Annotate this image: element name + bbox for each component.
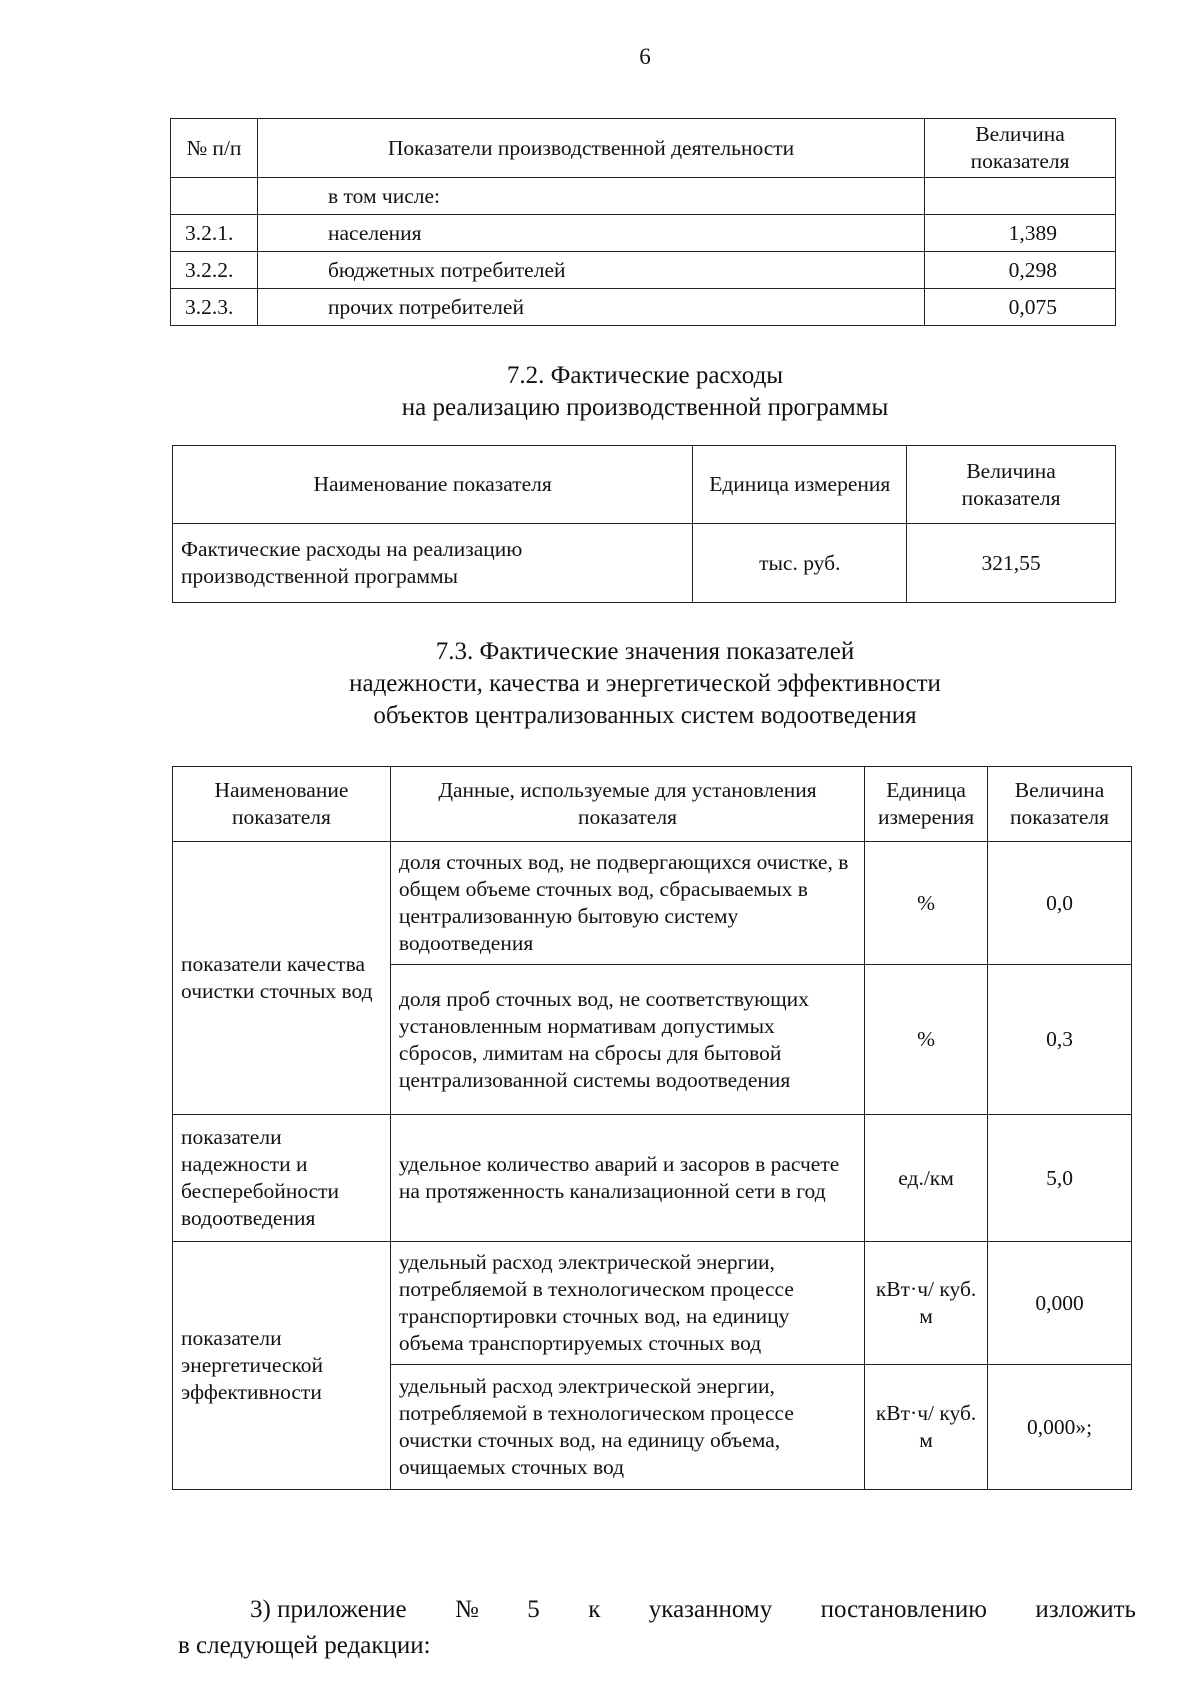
header-unit: Единица измерения bbox=[693, 446, 907, 524]
header-name: Наименование показателя bbox=[173, 446, 693, 524]
closing-word: изложить bbox=[1035, 1596, 1136, 1623]
row-value: 0,298 bbox=[925, 252, 1116, 289]
table-header-row bbox=[171, 119, 1116, 178]
table-row bbox=[171, 252, 1116, 289]
row-value: 0,3 bbox=[988, 965, 1132, 1115]
table-header-row bbox=[173, 767, 1132, 842]
row-value: 5,0 bbox=[988, 1115, 1132, 1242]
group-energy: показатели энергетической эффективности bbox=[173, 1242, 391, 1490]
row-unit: ед./км bbox=[865, 1115, 988, 1242]
row-label: бюджетных потребителей bbox=[257, 252, 924, 289]
reliability-quality-table bbox=[172, 766, 1132, 1490]
closing-word: № bbox=[455, 1596, 479, 1623]
header-name: Наименование показателя bbox=[173, 767, 391, 842]
row-label: в том числе: bbox=[257, 178, 924, 215]
heading-line: надежности, качества и энергетической эффективности bbox=[349, 670, 941, 697]
closing-paragraph bbox=[178, 1592, 1136, 1664]
row-unit: % bbox=[865, 965, 988, 1115]
row-value: 0,000»; bbox=[988, 1365, 1132, 1490]
row-description: доля проб сточных вод, не соответствующих установленным нормативам допустимых сбросов, лимитам на сбросы для бытовой централизованной системы водоотведения bbox=[390, 965, 864, 1115]
closing-word: 3) приложение bbox=[250, 1596, 407, 1623]
header-value: Величина показателя bbox=[988, 767, 1132, 842]
header-value: Величина показателя bbox=[925, 119, 1116, 178]
table-row bbox=[173, 1115, 1132, 1242]
heading-line: 7.3. Фактические значения показателей bbox=[435, 638, 855, 665]
row-value: 0,075 bbox=[925, 289, 1116, 326]
row-number bbox=[171, 178, 258, 215]
row-value: 0,0 bbox=[988, 842, 1132, 965]
table-row bbox=[171, 289, 1116, 326]
table-row bbox=[173, 524, 1116, 603]
table-row bbox=[171, 215, 1116, 252]
closing-line-2: в следующей редакции: bbox=[178, 1632, 431, 1659]
group-quality: показатели качества очистки сточных вод bbox=[173, 842, 391, 1115]
table-row bbox=[171, 178, 1116, 215]
closing-word: к bbox=[588, 1596, 601, 1623]
row-unit: кВт·ч/ куб. м bbox=[865, 1242, 988, 1365]
closing-word: 5 bbox=[527, 1596, 540, 1623]
row-value: 1,389 bbox=[925, 215, 1116, 252]
row-unit: тыс. руб. bbox=[693, 524, 907, 603]
table-header-row bbox=[173, 446, 1116, 524]
header-value: Величина показателя bbox=[907, 446, 1116, 524]
row-number: 3.2.3. bbox=[171, 289, 258, 326]
row-description: удельный расход электрической энергии, потребляемой в технологическом процессе очистки сточных вод, на единицу объема, очищаемых сточных вод bbox=[390, 1365, 864, 1490]
heading-line: объектов централизованных систем водоотведения bbox=[373, 702, 917, 729]
page-number: 6 bbox=[639, 44, 651, 69]
closing-line-1 bbox=[178, 1592, 1136, 1628]
heading-line: на реализацию производственной программы bbox=[401, 394, 889, 421]
table-row bbox=[173, 842, 1132, 965]
row-number: 3.2.1. bbox=[171, 215, 258, 252]
closing-word: указанному bbox=[648, 1596, 773, 1623]
header-number: № п/п bbox=[171, 119, 258, 178]
header-indicator: Показатели производственной деятельности bbox=[257, 119, 924, 178]
actual-expenses-table bbox=[172, 445, 1116, 603]
row-value: 0,000 bbox=[988, 1242, 1132, 1365]
row-value bbox=[925, 178, 1116, 215]
row-description: доля сточных вод, не подвергающихся очистке, в общем объеме сточных вод, сбрасываемых в централизованную бытовую систему водоотведения bbox=[390, 842, 864, 965]
row-label: населения bbox=[257, 215, 924, 252]
row-unit: кВт·ч/ куб. м bbox=[865, 1365, 988, 1490]
row-number: 3.2.2. bbox=[171, 252, 258, 289]
header-unit: Единица измерения bbox=[865, 767, 988, 842]
table-row bbox=[173, 1242, 1132, 1365]
row-unit: % bbox=[865, 842, 988, 965]
row-value: 321,55 bbox=[907, 524, 1116, 603]
closing-word: постановлению bbox=[820, 1596, 987, 1623]
header-data: Данные, используемые для установления показателя bbox=[390, 767, 864, 842]
section-7-2-heading bbox=[0, 360, 1200, 424]
row-description: удельное количество аварий и засоров в расчете на протяженность канализационной сети в год bbox=[390, 1115, 864, 1242]
heading-line: 7.2. Фактические расходы bbox=[506, 362, 784, 389]
section-7-3-heading bbox=[0, 636, 1200, 732]
row-label: прочих потребителей bbox=[257, 289, 924, 326]
production-indicators-table bbox=[170, 118, 1116, 326]
group-reliability: показатели надежности и бесперебойности водоотведения bbox=[173, 1115, 391, 1242]
row-description: удельный расход электрической энергии, потребляемой в технологическом процессе транспортировки сточных вод, на единицу объема транспортируемых сточных вод bbox=[390, 1242, 864, 1365]
row-name: Фактические расходы на реализацию производственной программы bbox=[173, 524, 693, 603]
